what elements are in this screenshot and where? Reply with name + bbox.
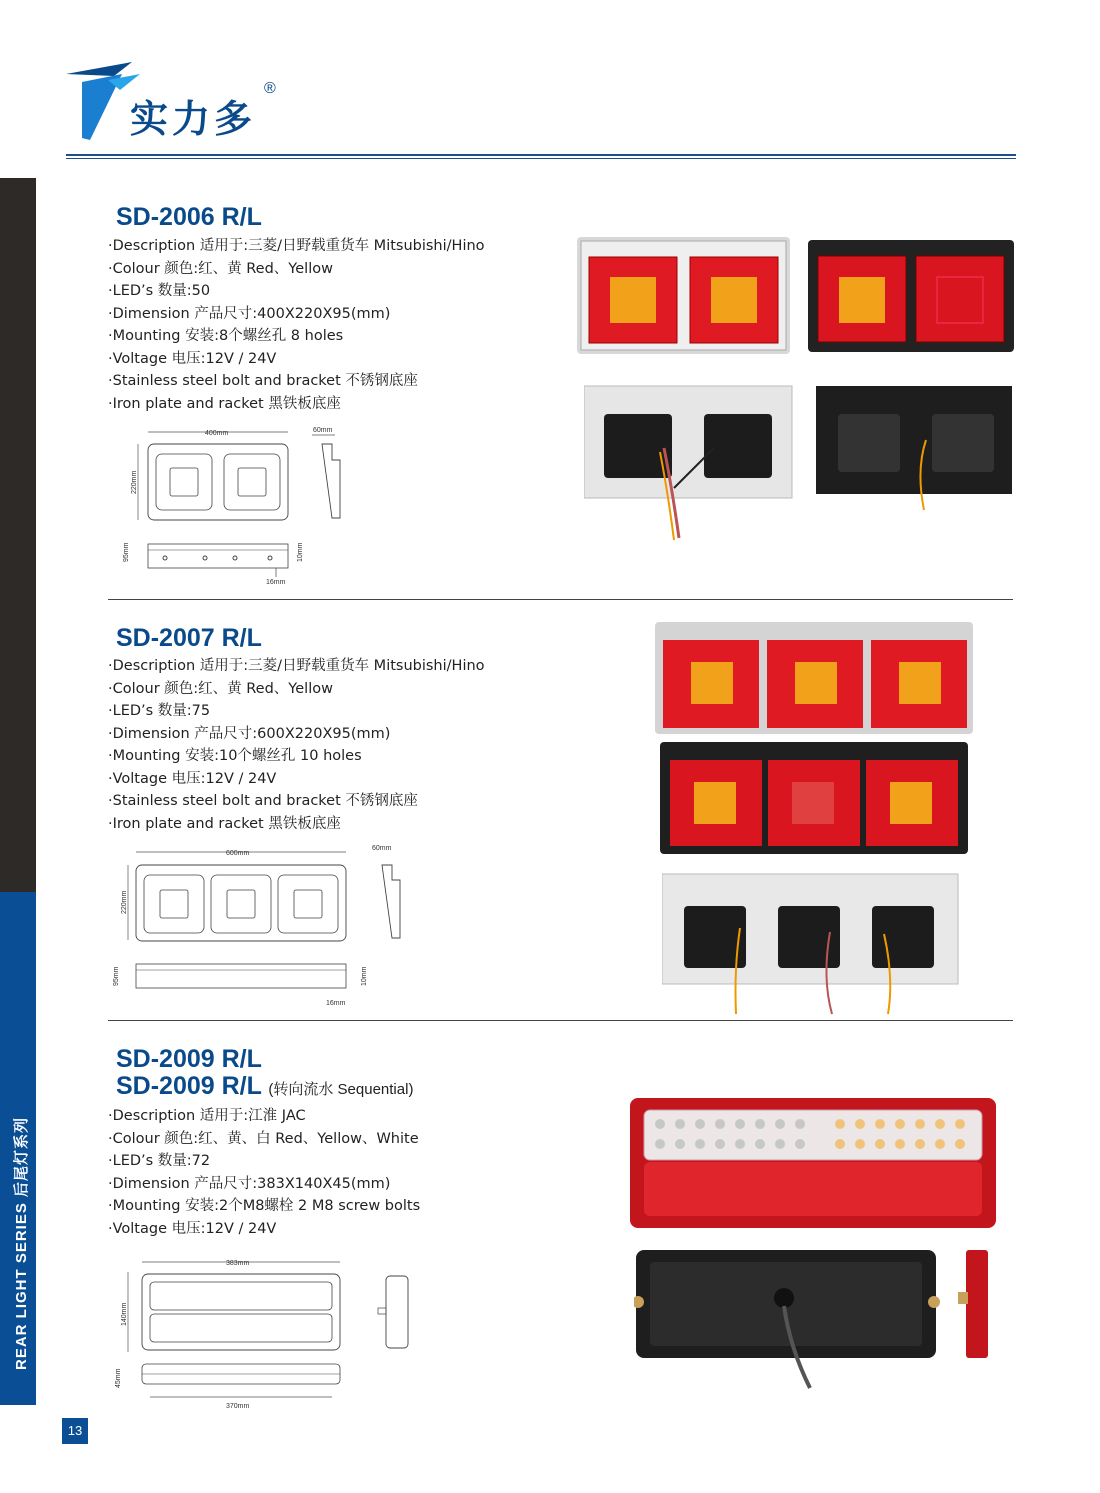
product-photo-front-2009 xyxy=(630,1098,996,1228)
product-photo-black-2006 xyxy=(808,240,1014,352)
spec-item: ·Colour 颜色:红、黄 Red、Yellow xyxy=(108,680,333,697)
dim-width: 400mm xyxy=(205,430,229,437)
spec-item: ·Mounting 安装:8个螺丝孔 8 holes xyxy=(108,328,344,344)
product-photo-back-2009 xyxy=(634,1248,940,1390)
product-photo-chrome-2006 xyxy=(577,237,790,354)
header-rule xyxy=(66,154,1016,156)
dim-bottom: 370mm xyxy=(226,1403,250,1410)
technical-drawing-1 xyxy=(110,422,360,592)
sidebar-label: REAR LIGHT SERIES 后尾灯系列 xyxy=(13,1116,30,1370)
spec-item: ·Mounting 安装:10个螺丝孔 10 holes xyxy=(108,748,362,764)
dim-base: 45mm xyxy=(115,1368,122,1388)
dim-height: 220mm xyxy=(121,890,128,914)
spec-item: ·Dimension 产品尺寸:400X220X95(mm) xyxy=(108,305,391,322)
product-photo-side-2009 xyxy=(952,1248,992,1360)
product-photo-black-2007 xyxy=(660,742,968,854)
brand-name: 实力多 xyxy=(130,97,257,141)
spec-item: ·Description 适用于:三菱/日野载重货车 Mitsubishi/Hino xyxy=(108,658,485,674)
dim-width: 600mm xyxy=(226,850,250,857)
dim-height: 140mm xyxy=(121,1302,128,1326)
section-divider-1 xyxy=(108,599,1013,600)
spec-list-3 xyxy=(108,1105,420,1240)
spec-list-1 xyxy=(108,235,485,415)
dim-side: 10mm xyxy=(361,966,368,986)
brand-logo xyxy=(62,60,302,145)
spec-item: ·LED’s 数量:50 xyxy=(108,283,211,299)
product-photo-back-steel-2007 xyxy=(662,868,962,1016)
sidebar-top xyxy=(0,178,36,892)
product-model-3-sequential xyxy=(116,1072,413,1101)
spec-item: ·Description 适用于:三菱/日野载重货车 Mitsubishi/Hino xyxy=(108,238,485,254)
product-model-1: SD-2006 R/L xyxy=(116,203,262,231)
dim-base: 95mm xyxy=(113,966,120,986)
dim-bolt: 16mm xyxy=(266,579,286,586)
dim-bolt: 16mm xyxy=(326,1000,346,1007)
product-photo-back-steel-2006 xyxy=(584,378,794,544)
dim-side: 10mm xyxy=(297,542,304,562)
spec-item: ·Colour 颜色:红、黄 Red、Yellow xyxy=(108,260,333,277)
spec-item: ·Iron plate and racket 黑铁板底座 xyxy=(108,815,341,832)
dim-base: 95mm xyxy=(123,542,130,562)
spec-item: ·Colour 颜色:红、黄、白 Red、Yellow、White xyxy=(108,1130,419,1147)
spec-item: ·Stainless steel bolt and bracket 不锈钢底座 xyxy=(108,373,418,389)
spec-item: ·Mounting 安装:2个M8螺栓 2 M8 screw bolts xyxy=(108,1198,421,1214)
dim-depth: 60mm xyxy=(372,845,392,852)
spec-item: ·Stainless steel bolt and bracket 不锈钢底座 xyxy=(108,793,418,809)
dim-depth: 60mm xyxy=(313,427,333,434)
product-model-3b: SD-2009 R/L xyxy=(116,1072,262,1100)
spec-item: ·LED’s 数量:75 xyxy=(108,703,211,719)
spec-item: ·Voltage 电压:12V / 24V xyxy=(108,1220,277,1237)
header-rule-2 xyxy=(66,158,1016,159)
section-divider-2 xyxy=(108,1020,1013,1021)
sequential-note: (转向流水 Sequential) xyxy=(268,1081,414,1098)
registered-mark: ® xyxy=(264,80,276,97)
spec-item: ·Dimension 产品尺寸:383X140X45(mm) xyxy=(108,1175,391,1192)
spec-item: ·Voltage 电压:12V / 24V xyxy=(108,770,277,787)
product-photo-back-iron-2006 xyxy=(816,380,1016,514)
spec-item: ·Voltage 电压:12V / 24V xyxy=(108,350,277,367)
spec-list-2 xyxy=(108,655,485,835)
page-number: 13 xyxy=(62,1418,88,1444)
product-model-3: SD-2009 R/L xyxy=(116,1045,262,1073)
dim-height: 220mm xyxy=(131,470,138,494)
dim-width: 383mm xyxy=(226,1260,250,1267)
product-photo-chrome-2007 xyxy=(655,622,973,734)
spec-item: ·Description 适用于:江淮 JAC xyxy=(108,1108,306,1124)
product-model-2: SD-2007 R/L xyxy=(116,624,262,652)
spec-item: ·LED’s 数量:72 xyxy=(108,1153,211,1169)
spec-item: ·Iron plate and racket 黑铁板底座 xyxy=(108,395,341,412)
spec-item: ·Dimension 产品尺寸:600X220X95(mm) xyxy=(108,725,391,742)
technical-drawing-2 xyxy=(110,840,410,1010)
technical-drawing-3 xyxy=(110,1252,420,1417)
